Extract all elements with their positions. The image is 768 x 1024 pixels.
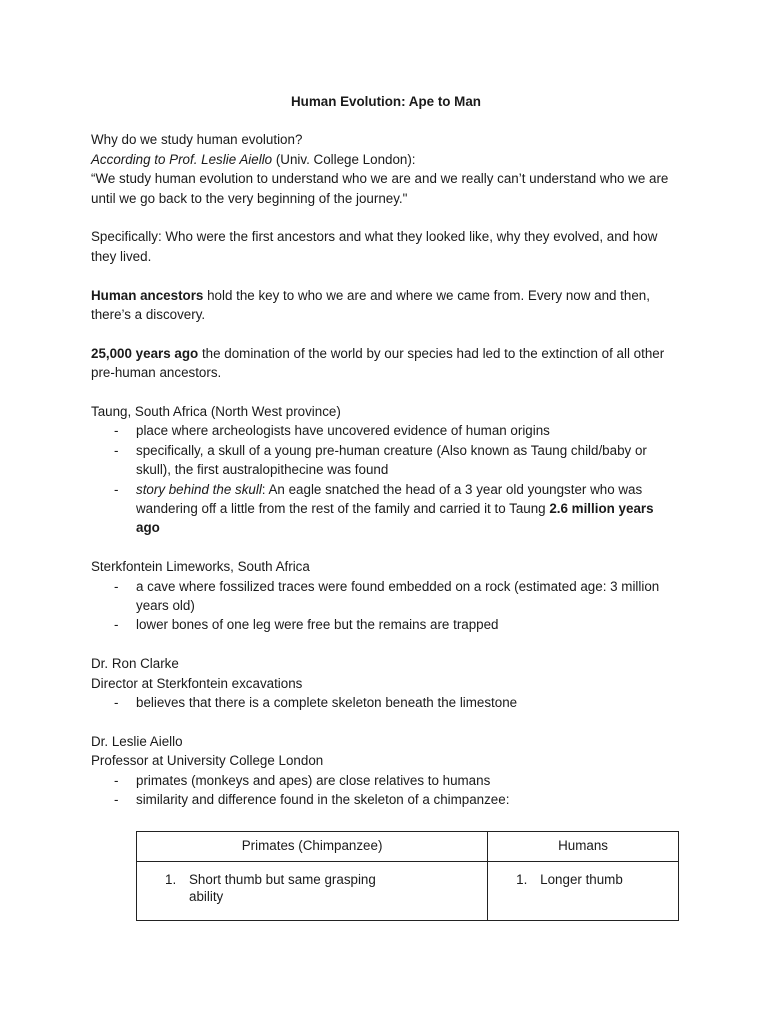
table-header-row [137, 832, 679, 862]
table-header-humans: Humans [488, 832, 679, 862]
sterkfontein-heading: Sterkfontein Limeworks, South Africa [91, 559, 310, 575]
document-body [91, 92, 681, 810]
ancestors-bold: Human ancestors [91, 287, 204, 303]
list-item: - believes that there is a complete skeleton beneath the limestone [136, 693, 681, 712]
taung-heading: Taung, South Africa (North West province) [91, 404, 341, 420]
clarke-role: Director at Sterkfontein excavations [91, 675, 303, 691]
intro-attribution [91, 150, 681, 169]
table-cell-primates [137, 862, 488, 921]
story-date: 2.6 million years ago [136, 501, 654, 536]
years-paragraph [91, 344, 681, 383]
attribution-affiliation: (Univ. College London): [272, 151, 416, 167]
taung-list [91, 421, 681, 537]
list-item [136, 480, 681, 538]
list-item: - similarity and difference found in the skeleton of a chimpanzee: [136, 790, 681, 809]
table-header-primates: Primates (Chimpanzee) [137, 832, 488, 862]
table-row [137, 862, 679, 921]
clarke-name: Dr. Ron Clarke [91, 656, 179, 672]
cell-text: Short thumb but same grasping ability [189, 872, 376, 904]
intro-quote: “We study human evolution to understand who we are and we really can’t understand who we are until we go back to the very beginning of the journey." [91, 171, 669, 206]
list-item: - a cave where fossilized traces were found embedded on a rock (estimated age: 3 million years old) [136, 577, 681, 616]
list-number: 1. [165, 872, 177, 887]
years-bold: 25,000 years ago [91, 345, 199, 361]
story-label: story behind the skull [136, 481, 262, 497]
clarke-list [91, 693, 681, 712]
list-item: - place where archeologists have uncovered evidence of human origins [136, 421, 681, 440]
story-text: : An eagle snatched the head of a 3 year old youngster who was wandering off a little from the rest of the family and carried it to Taung [136, 481, 643, 517]
comparison-table [136, 831, 679, 921]
attribution-name: According to Prof. Leslie Aiello [91, 151, 273, 167]
list-item: - primates (monkeys and apes) are close relatives to humans [136, 771, 681, 790]
intro-question: Why do we study human evolution? [91, 132, 303, 148]
list-number: 1. [516, 872, 528, 887]
cell-text: Longer thumb [540, 872, 623, 887]
list-item: - lower bones of one leg were free but the remains are trapped [136, 615, 681, 634]
ancestors-paragraph [91, 286, 681, 325]
aiello-name: Dr. Leslie Aiello [91, 733, 183, 749]
years-text: the domination of the world by our species had led to the extinction of all other pre-human ancestors. [91, 345, 665, 381]
specifically-paragraph: Specifically: Who were the first ancestors and what they looked like, why they evolved, and how they lived. [91, 229, 658, 264]
list-item: - specifically, a skull of a young pre-human creature (Also known as Taung child/baby or skull), the first australopithecine was found [136, 441, 681, 480]
sterkfontein-list [91, 577, 681, 635]
aiello-role: Professor at University College London [91, 753, 324, 769]
table-cell-humans [488, 862, 679, 921]
ancestors-text: hold the key to who we are and where we came from. Every now and then, there’s a discovery. [91, 287, 650, 323]
aiello-list [91, 771, 681, 810]
page-title: Human Evolution: Ape to Man [291, 94, 481, 109]
